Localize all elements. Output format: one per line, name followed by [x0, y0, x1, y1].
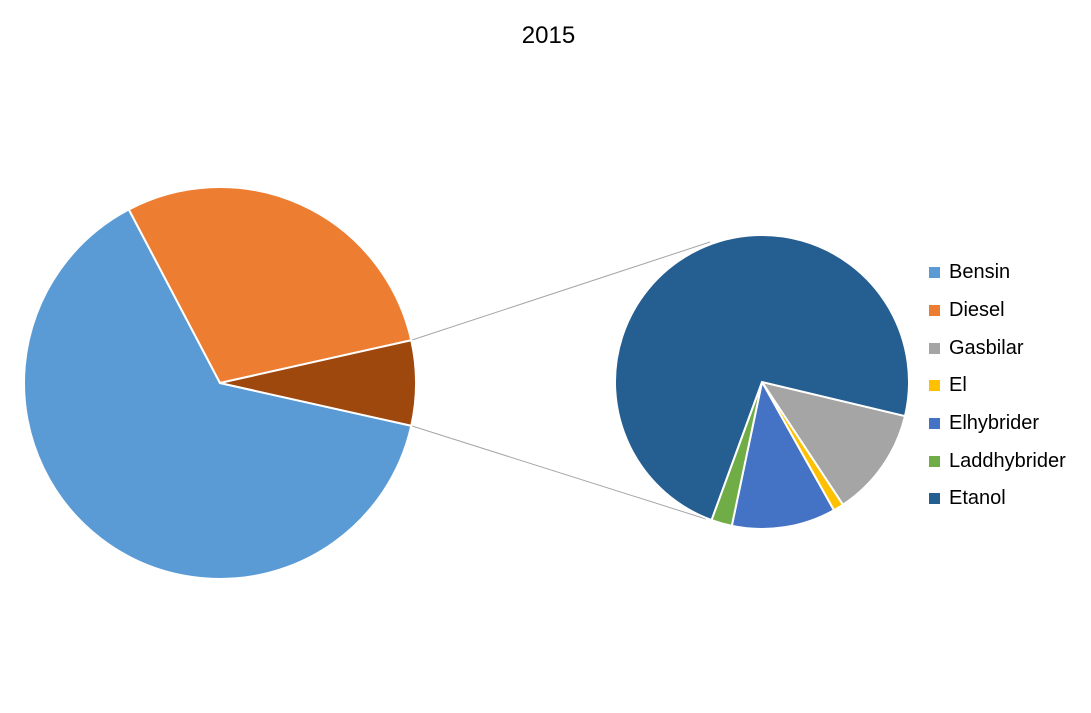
legend-swatch	[929, 380, 940, 391]
legend-item-elhybrider	[929, 405, 1066, 443]
legend-item-laddhybrider	[929, 442, 1066, 480]
legend-swatch	[929, 493, 940, 504]
legend-swatch	[929, 343, 940, 354]
chart-title: 2015	[521, 22, 576, 49]
legend-label: Gasbilar	[949, 336, 1024, 359]
legend-label: Diesel	[949, 299, 1005, 322]
legend-label: Laddhybrider	[949, 449, 1066, 472]
legend-label: El	[949, 374, 967, 397]
legend-label: Bensin	[949, 261, 1011, 284]
legend-item-bensin	[929, 254, 1066, 292]
legend-swatch	[929, 456, 940, 467]
legend	[929, 254, 1066, 518]
legend-item-etanol	[929, 480, 1066, 518]
legend-swatch	[929, 267, 940, 278]
legend-item-gasbilar	[929, 329, 1066, 367]
legend-item-el	[929, 367, 1066, 405]
legend-label: Elhybrider	[949, 412, 1040, 435]
legend-swatch	[929, 305, 940, 316]
legend-label: Etanol	[949, 487, 1006, 510]
legend-swatch	[929, 418, 940, 429]
legend-item-diesel	[929, 292, 1066, 330]
